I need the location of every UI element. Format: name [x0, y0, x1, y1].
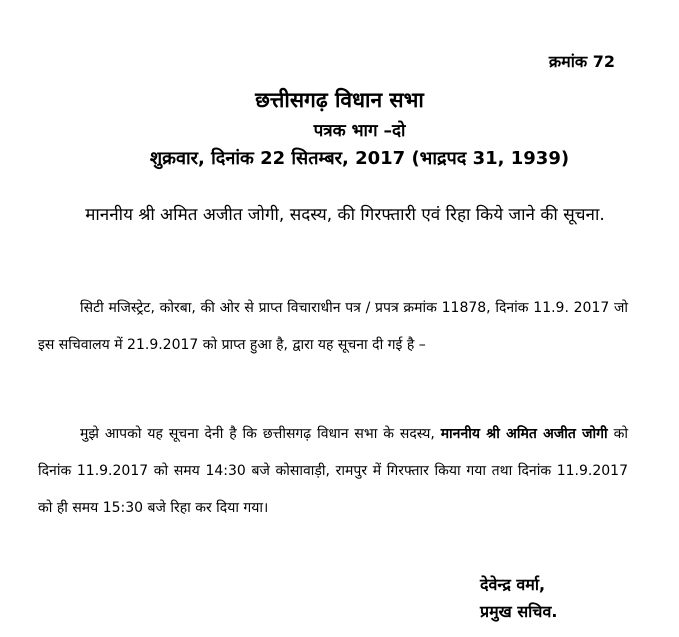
- signature-block: [480, 571, 557, 625]
- member-name: माननीय श्री अमित अजीत जोगी: [440, 426, 608, 442]
- paragraph-2-lead: मुझे आपको यह सूचना देनी है कि छत्तीसगढ़ विधान सभा के सदस्य,: [80, 426, 441, 442]
- serial-number: क्रमांक 72: [548, 52, 615, 71]
- signatory-title: प्रमुख सचिव.: [480, 602, 558, 621]
- bulletin-part: पत्रक भाग –दो: [313, 121, 406, 141]
- paragraph-1-text: सिटी मजिस्ट्रेट, कोरबा, की ओर से प्राप्त विचाराधीन पत्र / प्रपत्र क्रमांक 11878, दिनांक 11.9. 2017 जो इस सचिवालय में 21.9.2017 को प्राप्त हुआ है, द्वारा यह सूचना दी गई है –: [38, 300, 628, 353]
- paragraph-2-rest: को दिनांक 11.9.2017 को समय 14:30 बजे कोसावाड़ी, रामपुर में गिरफ्तार किया गया तथा दिनांक 11.9.2017 को ही समय 15:30 बजे रिहा कर दिया गया।: [38, 426, 628, 516]
- document-title: छत्तीसगढ़ विधान सभा: [255, 88, 424, 112]
- subject-heading: माननीय श्री अमित अजीत जोगी, सदस्य, की गिरफ्तारी एवं रिहा किये जाने की सूचना.: [85, 205, 605, 225]
- signatory-name: देवेन्द्र वर्मा,: [480, 575, 546, 594]
- paragraph-2: [38, 416, 628, 527]
- date-line: शुक्रवार, दिनांक 22 सितम्बर, 2017 (भाद्रपद 31, 1939): [149, 148, 570, 169]
- paragraph-1: [38, 290, 628, 364]
